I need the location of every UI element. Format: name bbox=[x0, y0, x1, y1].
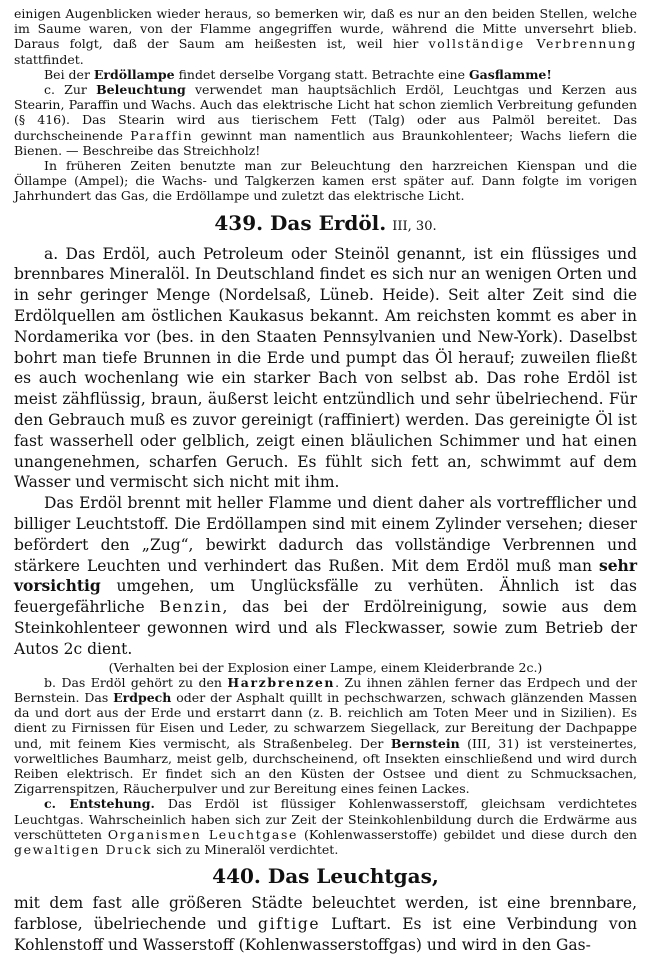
bold-term: Gasflamme! bbox=[468, 66, 552, 82]
intro-text: einigen Augenblicken wieder heraus, so bemerken wir, daß es nur an den beiden Stellen, welche im Saume waren, von der Flamme angegriffen wurde, während die Mitte unversehrt blieb. Daraus folgt, daß der Saum am heißesten ist, weil hier bbox=[14, 6, 637, 52]
bold-term: Beleuchtung bbox=[96, 82, 186, 98]
emphasis-text: Benzin bbox=[159, 598, 223, 617]
text-span: Das Erdöl ist flüssiger Kohlenwasserstoff, gleichsam verdichtetes Leuchtgas. Wahrscheinlich haben sich zur Zeit der Steinkohlenbildung durch die Erdwärme aus verschütteten bbox=[14, 796, 638, 842]
text-span: b. Das Erdöl gehört zu den bbox=[44, 674, 228, 690]
text-span: oder der Asphalt quillt in pechschwarzen, schwach glänzenden Massen da und dort aus der Erde und erstarrt dann (z. B. reichlich am Toten Meer und in Sizilien). Es dient zu Firnissen für Eisen und Leder, zu schwarzem Siegellack, zur Bereitung der Dachpappe und, mit feinem Kies vermischt, als Straßenbeleg. Der bbox=[14, 689, 637, 751]
paragraph-a-description: a. Das Erdöl, auch Petroleum oder Steinöl genannt, ist ein flüssiges und brennbares Mineralöl. In Deutschland findet es sich nur an wenigen Orten und in sehr geringer Menge (Nordelsaß, Lüneb. Heide). Seit alter Zeit sind die Erdölquellen am östlichen Kaukasus bekannt. Am reichsten kommt es aber in Nordamerika vor (bes. in den Staaten Pennsylvanien und New-York). Daselbst bohrt man tiefe Brunnen in die Erde und pumpt das Öl herauf; zuweilen fließt es auch wochenlang wie ein starker Bach von selbst ab. Das rohe Erdöl ist meist zähflüssig, braun, äußerst leicht entzündlich und sehr übelriechend. Für den Gebrauch muß es zuvor gereinigt (raffiniert) werden. Das gereinigte Öl ist fast wasserhell oder gelblich, zeigt einen bläulichen Schimmer und hat einen unangenehmen, scharfen Geruch. Es fühlt sich fett an, schwimmt auf dem Wasser und vermischt sich nicht mit ihm. bbox=[14, 244, 637, 492]
bold-term: c. Entstehung. bbox=[44, 796, 155, 812]
text-span: Bei der bbox=[44, 66, 94, 82]
text-span: (Kohlenwasserstoffe) gebildet und diese durch den bbox=[298, 826, 638, 842]
section-title: 439. Das Erdöl. bbox=[214, 210, 387, 235]
emphasis-text: Organismen Leuchtgase bbox=[107, 826, 299, 842]
explosion-note: (Verhalten bei der Explosion einer Lampe, einem Kleiderbrande 2c.) bbox=[108, 659, 543, 675]
text-span: , das bei der Erdölreinigung, sowie aus dem Steinkohlenteer gewonnen wird und als Fleckwasser, sowie zum Betrieb der Autos 2c dient. bbox=[14, 598, 637, 658]
text-span: (III, 31) ist versteinertes, vorweltliches Baumharz, meist gelb, durchscheinend, oft Insekten einschließend und wird durch Reiben elektrisch. Er findet sich an den Küsten der Ostsee und dient zu Schmucksachen, Zigarrenspitzen, Räucherpulver und zur Bereitung eines feinen Lackes. bbox=[14, 735, 637, 797]
intro-paragraph-flame bbox=[14, 6, 637, 67]
bold-term: Erdöllampe bbox=[93, 66, 175, 82]
paragraph-gas-intro bbox=[14, 893, 637, 955]
paragraph-lighting-use bbox=[14, 493, 637, 659]
section-439-body bbox=[14, 244, 637, 858]
text-span: findet derselbe Vorgang statt. Betrachte eine bbox=[174, 66, 469, 82]
paragraph-c-origin bbox=[14, 796, 637, 857]
section-heading-440 bbox=[14, 863, 637, 889]
emphasis-text: Paraffin bbox=[130, 127, 194, 143]
text-span: c. Zur bbox=[44, 82, 97, 98]
emphasis-text: gewaltigen Druck bbox=[14, 842, 153, 858]
text-span: mit dem fast alle größeren Städte beleuchtet werden, ist eine brennbare, farblose, übelriechende und bbox=[14, 894, 637, 934]
section-reference: III, 30. bbox=[392, 218, 437, 234]
bold-term: sehr vorsichtig bbox=[14, 555, 637, 596]
bold-term: Bernstein bbox=[390, 735, 460, 751]
paragraph-b-resins bbox=[14, 675, 637, 797]
text-span: Luftart. Es ist eine Verbindung von Kohlenstoff und Wasserstoff (Kohlenwasserstoffgas) und wird in den Gas- bbox=[14, 915, 638, 954]
section-heading-439 bbox=[14, 210, 637, 240]
intro-paragraph-history: In früheren Zeiten benutzte man zur Beleuchtung den harzreichen Kienspan und die Öllampe (Ampel); die Wachs- und Talgkerzen kamen erst später auf. Dann folgte im vorigen Jahrhundert das Gas, die Erdöllampe und zuletzt das elektrische Licht. bbox=[14, 158, 637, 204]
text-span: sich zu Mineralöl verdichtet. bbox=[152, 842, 339, 858]
section-440-body bbox=[14, 893, 637, 955]
intro-paragraph-lamp bbox=[14, 67, 637, 82]
text-span: Das Erdöl brennt mit heller Flamme und dient daher als vortrefflicher und billiger Leuchtstoff. Die Erdöllampen sind mit einem Zylinder versehen; dieser befördert den „Zug“, bewirkt dadurch das vollständige Verbrennen und stärkere Leuchten und verhindert das Rußen. Mit dem Erdöl muß man bbox=[14, 494, 637, 575]
intro-paragraph-lighting bbox=[14, 82, 637, 158]
text-span: gewinnt man namentlich aus Braunkohlenteer; Wachs liefern die Bienen. — Beschreibe das Streichholz! bbox=[14, 127, 637, 158]
intro-block bbox=[14, 6, 637, 204]
text-span: . Zu ihnen zählen ferner das Erdpech und der Bernstein. Das bbox=[14, 674, 637, 705]
intro-text-end: stattfindet. bbox=[14, 51, 84, 67]
text-span: umgehen, um Unglücksfälle zu verhüten. Ähnlich ist das feuergefährliche bbox=[14, 577, 637, 617]
bold-term: Harzbrenzen bbox=[227, 674, 336, 690]
bold-term: Erdpech bbox=[113, 689, 172, 705]
text-span: verwendet man hauptsächlich Erdöl, Leuchtgas und Kerzen aus Stearin, Paraffin und Wachs. Auch das elektrische Licht hat schon ziemlich Verbreitung gefunden (§ 416). Das Stearin wird aus tierischem Fett (Talg) oder aus Palmöl bereitet. Das durchscheinende bbox=[14, 82, 637, 143]
emphasis-text: giftige bbox=[258, 915, 321, 934]
emphasis-text: vollständige Verbrennung bbox=[428, 36, 637, 52]
section-title: 440. Das Leuchtgas, bbox=[212, 864, 439, 889]
